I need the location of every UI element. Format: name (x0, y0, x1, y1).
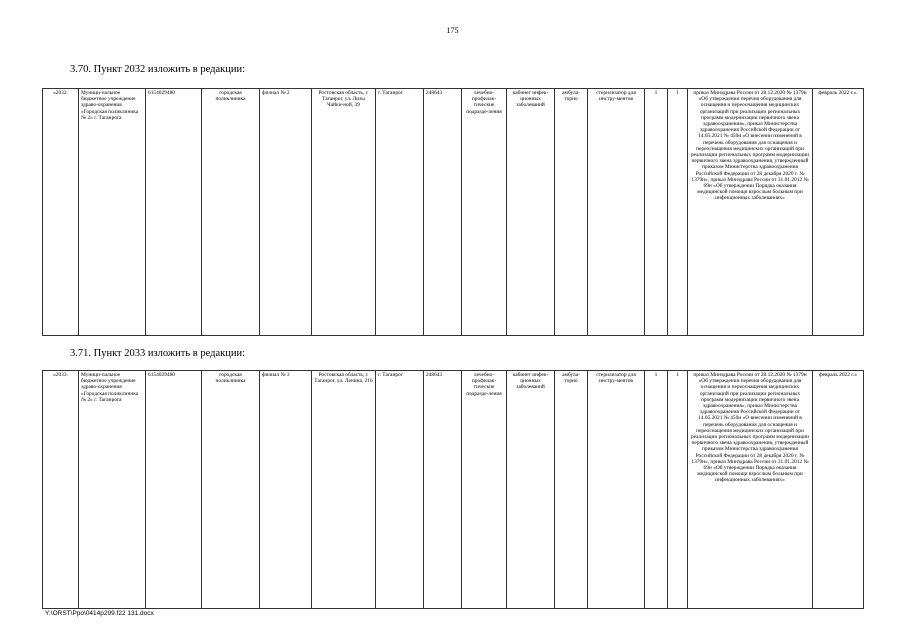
cell-organization: Муници-пальное бюджетное учреждение здраво-охранения «Городская поликлиника № 2» г. Таганрога (79, 89, 146, 336)
cell-date: февраль 2022 г.». (813, 89, 864, 336)
section-heading-3-71: 3.71. Пункт 2033 изложить в редакции: (70, 348, 245, 359)
table-row (43, 89, 864, 336)
section-heading-3-70: 3.70. Пункт 2032 изложить в редакции: (70, 64, 245, 75)
cell-form: амбула-торно (555, 89, 588, 336)
table-item-2032 (42, 88, 864, 336)
cell-basis: приказ Минздрава России от 28.12.2020 № 1379н «Об утверждении перечня оборудования для оснащения и переоснащения медицинских организаций при реализации региональных программ модернизации первичного звена здравоохранения», приказ Министерства здравоохранения Российской Федерации от 14.05.2021 № 450н «О внесении изменений в перечень оборудования для оснащения и переоснащения медицинских организаций при реализации региональных программ модернизации первичного звена здравоохранения, утвержденный приказом Министерства здравоохранения Российской Федерации от 28 декабря 2020 г. № 1379н», приказ Минздрава России от 31.01.2012 № 69н «Об утверждении Порядка оказания медицинской помощи взрослым больным при инфекционных заболеваниях» (688, 371, 813, 609)
cell-address: Ростовская область, г. Таганрог, ул. Лизы Чайки-ной, 39 (312, 89, 376, 336)
table-item-2033 (42, 370, 864, 609)
cell-qty-1: 1 (645, 89, 668, 336)
cell-branch: филиал № 2 (260, 89, 312, 336)
cell-qty-2: 1 (668, 89, 688, 336)
cell-date: февраль 2022 г.» (813, 371, 864, 609)
cell-type: городская поликлиника (202, 89, 260, 336)
cell-city: г. Таганрог (376, 371, 424, 609)
cell-postcode: 248643 (424, 371, 462, 609)
cell-room: кабинет инфек-ционных заболеваний (507, 89, 555, 336)
cell-inn: 6154029480 (146, 371, 202, 609)
page-number: 175 (446, 26, 459, 35)
cell-address: Ростовская область, г. Таганрог, ул. Ленина, 216 (312, 371, 376, 609)
cell-form: амбула-торно (555, 371, 588, 609)
cell-division: лечебно-профилак-тические подразде-ления (462, 371, 507, 609)
cell-organization: Муници-пальное бюджетное учреждение здраво-охранения «Городская поликлиника № 2» г. Таганрога (79, 371, 146, 609)
cell-qty-1: 1 (645, 371, 668, 609)
cell-division: лечебно-профилак-тические подразде-ления (462, 89, 507, 336)
cell-equipment: стерилизатор для инстру-ментов (588, 371, 645, 609)
cell-qty-2: 1 (668, 371, 688, 609)
cell-branch: филиал № 3 (260, 371, 312, 609)
cell-postcode: 248643 (424, 89, 462, 336)
cell-type: городская поликлиника (202, 371, 260, 609)
file-path-footer: Y:\ORST\Ppo\0414p299.f22 131.docx (45, 610, 154, 617)
cell-city: г. Таганрог (376, 89, 424, 336)
cell-basis: приказ Минздрава России от 28.12.2020 № 1379н «Об утверждении перечня оборудования для оснащения и переоснащения медицинских организаций при реализации региональных программ модернизации первичного звена здравоохранения», приказ Министерства здравоохранения Российской Федерации от 14.05.2021 № 450н «О внесении изменений в перечень оборудования для оснащения и переоснащения медицинских организаций при реализации региональных программ модернизации первичного звена здравоохранения, утвержденный приказом Министерства здравоохранения Российской Федерации от 28 декабря 2020 г. № 1379н», приказ Минздрава России от 31.01.2012 № 69н «Об утверждении Порядка оказания медицинской помощи взрослым больным при инфекционных заболеваниях» (688, 89, 813, 336)
cell-num: «2033. (43, 371, 79, 609)
cell-equipment: стерилизатор для инстру-ментов (588, 89, 645, 336)
cell-num: «2032. (43, 89, 79, 336)
table-row (43, 371, 864, 609)
cell-room: кабинет инфек-ционных заболеваний (507, 371, 555, 609)
cell-inn: 6154029480 (146, 89, 202, 336)
